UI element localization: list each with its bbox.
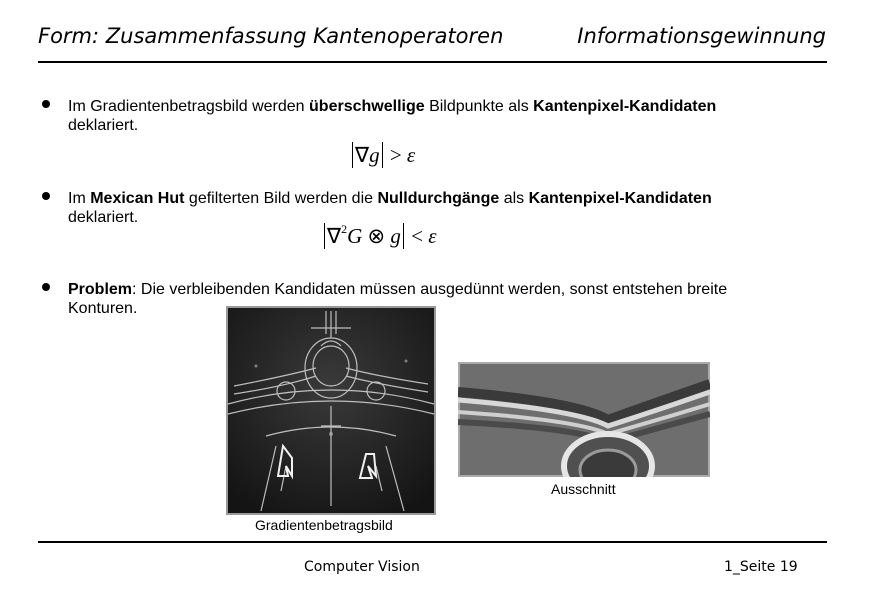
abs-bar-left — [324, 223, 325, 249]
nabla-symbol: ∇ — [327, 224, 342, 248]
formula-operator: > — [384, 143, 407, 167]
item-1-text-a: Im Gradientenbetragsbild werden — [68, 98, 310, 115]
bullet-2 — [42, 192, 50, 200]
item-3-text — [68, 280, 838, 318]
abs-bar-left — [352, 142, 353, 168]
item-2-text-e: als — [499, 190, 529, 207]
bullet-1 — [42, 100, 50, 108]
item-2-emph-zero-crossings: Nulldurchgänge — [377, 190, 500, 207]
header-rule — [38, 61, 827, 63]
formula-var-G: G — [347, 224, 363, 248]
page-title: Form: Zusammenfassung Kantenoperatoren — [38, 24, 504, 48]
bullet-3 — [42, 283, 50, 291]
detail-crop-image — [458, 362, 710, 477]
gradient-image-caption: Gradientenbetragsbild — [255, 517, 393, 533]
superscript-2: 2 — [341, 222, 348, 236]
abs-bar-right — [403, 223, 404, 249]
item-3-text-b: : Die verbleibenden Kandidaten müssen ausgedünnt werden, sonst entstehen breite — [132, 281, 728, 298]
convolution-symbol: ⊗ — [362, 224, 391, 248]
section-title: Informationsgewinnung — [577, 24, 826, 48]
footer-page-number: 1_Seite 19 — [724, 559, 798, 575]
item-2-text-a: Im — [68, 190, 91, 207]
item-1-text — [68, 97, 838, 135]
epsilon-symbol: ε — [406, 143, 416, 167]
detail-image-caption: Ausschnitt — [551, 481, 616, 497]
item-3-line2: Konturen. — [68, 300, 138, 317]
formula-var-g: g — [390, 224, 401, 248]
item-2-text — [68, 189, 838, 227]
item-2-emph-mexican-hat: Mexican Hut — [90, 190, 185, 207]
item-1-emph-threshold: überschwellige — [309, 98, 425, 115]
item-1-emph-candidates: Kantenpixel-Kandidaten — [533, 98, 717, 115]
abs-bar-right — [382, 142, 383, 168]
formula-laplacian — [322, 222, 436, 249]
item-1-text-c: Bildpunkte als — [424, 98, 534, 115]
epsilon-symbol: ε — [428, 224, 437, 248]
item-3-emph-problem: Problem — [68, 281, 133, 298]
nabla-symbol: ∇ — [355, 143, 370, 167]
item-1-line2: deklariert. — [68, 117, 139, 134]
item-2-text-c: gefilterten Bild werden die — [184, 190, 378, 207]
item-2-emph-candidates: Kantenpixel-Kandidaten — [528, 190, 712, 207]
item-2-line2: deklariert. — [68, 209, 139, 226]
footer-rule — [38, 541, 827, 543]
gradient-magnitude-image — [226, 306, 436, 515]
formula-var-g: g — [369, 143, 380, 167]
formula-gradient — [350, 142, 415, 168]
formula-operator: < — [405, 224, 429, 248]
footer-course: Computer Vision — [304, 559, 420, 575]
